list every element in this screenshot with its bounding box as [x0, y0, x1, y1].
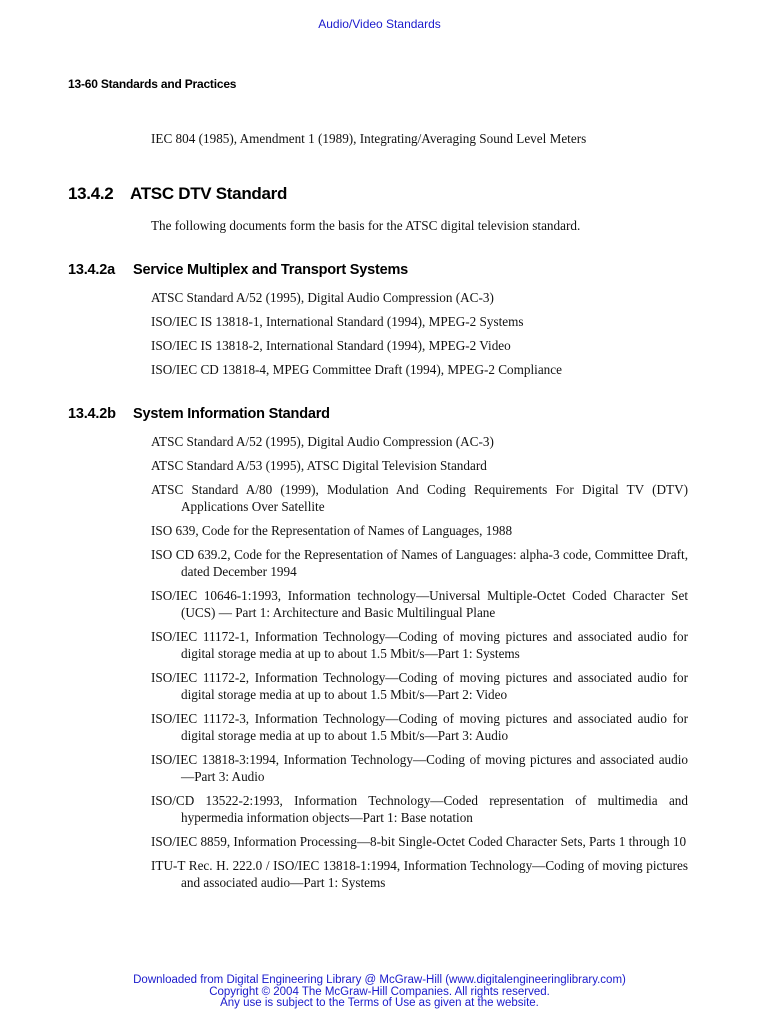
list-item: ATSC Standard A/52 (1995), Digital Audio Compression (AC-3) [151, 290, 494, 305]
subsection-number: 13.4.2a [68, 262, 115, 278]
list-item: ISO/IEC IS 13818-2, International Standard (1994), MPEG-2 Video [151, 338, 511, 353]
list-item: ITU-T Rec. H. 222.0 / ISO/IEC 13818-1:1994, Information Technology—Coding of moving pictures and associated audio—Part 1: Systems [151, 858, 688, 890]
list-item: ISO CD 639.2, Code for the Representation of Names of Languages: alpha-3 code, Committee Draft, dated December 1994 [151, 547, 688, 579]
subsection-title: System Information Standard [133, 406, 330, 422]
section-paragraph: The following documents form the basis for the ATSC digital television standard. [151, 218, 581, 233]
footer-copyright: Copyright © 2004 The McGraw-Hill Companies. All rights reserved. [209, 985, 550, 998]
subsection-heading-a [68, 262, 408, 278]
list-item: ATSC Standard A/80 (1999), Modulation And Coding Requirements For Digital TV (DTV) Applications Over Satellite [151, 482, 688, 514]
list-item: ISO 639, Code for the Representation of Names of Languages, 1988 [151, 523, 513, 538]
list-item: ISO/IEC IS 13818-1, International Standard (1994), MPEG-2 Systems [151, 314, 524, 329]
list-item: ISO/IEC 11172-3, Information Technology—Coding of moving pictures and associated audio for digital storage media at up to about 1.5 Mbit/s—Part 3: Audio [151, 711, 688, 743]
footer [0, 975, 759, 1010]
reference-list-b [151, 433, 688, 898]
section-heading-atsc-dtv [68, 184, 287, 204]
section-number: 13.4.2 [68, 184, 114, 203]
list-item: ATSC Standard A/52 (1995), Digital Audio Compression (AC-3) [151, 434, 494, 449]
subsection-title: Service Multiplex and Transport Systems [133, 262, 409, 278]
list-item: ISO/IEC CD 13818-4, MPEG Committee Draft (1994), MPEG-2 Compliance [151, 362, 562, 377]
list-item: ISO/IEC 11172-1, Information Technology—Coding of moving pictures and associated audio for digital storage media at up to about 1.5 Mbit/s—Part 1: Systems [151, 629, 688, 661]
subsection-number: 13.4.2b [68, 406, 116, 422]
footer-download-link[interactable]: Downloaded from Digital Engineering Library @ McGraw-Hill (www.digitalengineeringlibrary.com) [133, 974, 626, 986]
list-item: ISO/IEC 13818-3:1994, Information Technology—Coding of moving pictures and associated audio—Part 3: Audio [151, 752, 688, 784]
list-item: ISO/CD 13522-2:1993, Information Technology—Coded representation of multimedia and hypermedia information objects—Part 1: Base notation [151, 793, 688, 825]
intro-line: IEC 804 (1985), Amendment 1 (1989), Integrating/Averaging Sound Level Meters [151, 131, 587, 146]
list-item: ATSC Standard A/53 (1995), ATSC Digital Television Standard [151, 458, 487, 473]
subsection-heading-b [68, 406, 330, 422]
running-head: 13-60 Standards and Practices [68, 77, 237, 91]
footer-terms-link[interactable]: Any use is subject to the Terms of Use as given at the website. [220, 997, 539, 1009]
top-header-link[interactable]: Audio/Video Standards [318, 17, 441, 31]
list-item: ISO/IEC 11172-2, Information Technology—Coding of moving pictures and associated audio for digital storage media at up to about 1.5 Mbit/s—Part 2: Video [151, 670, 688, 702]
list-item: ISO/IEC 8859, Information Processing—8-bit Single-Octet Coded Character Sets, Parts 1 through 10 [151, 834, 687, 849]
section-title: ATSC DTV Standard [130, 184, 288, 203]
list-item: ISO/IEC 10646-1:1993, Information technology—Universal Multiple-Octet Coded Character Set (UCS) — Part 1: Architecture and Basic Multilingual Plane [151, 588, 688, 620]
reference-list-a [151, 289, 688, 385]
